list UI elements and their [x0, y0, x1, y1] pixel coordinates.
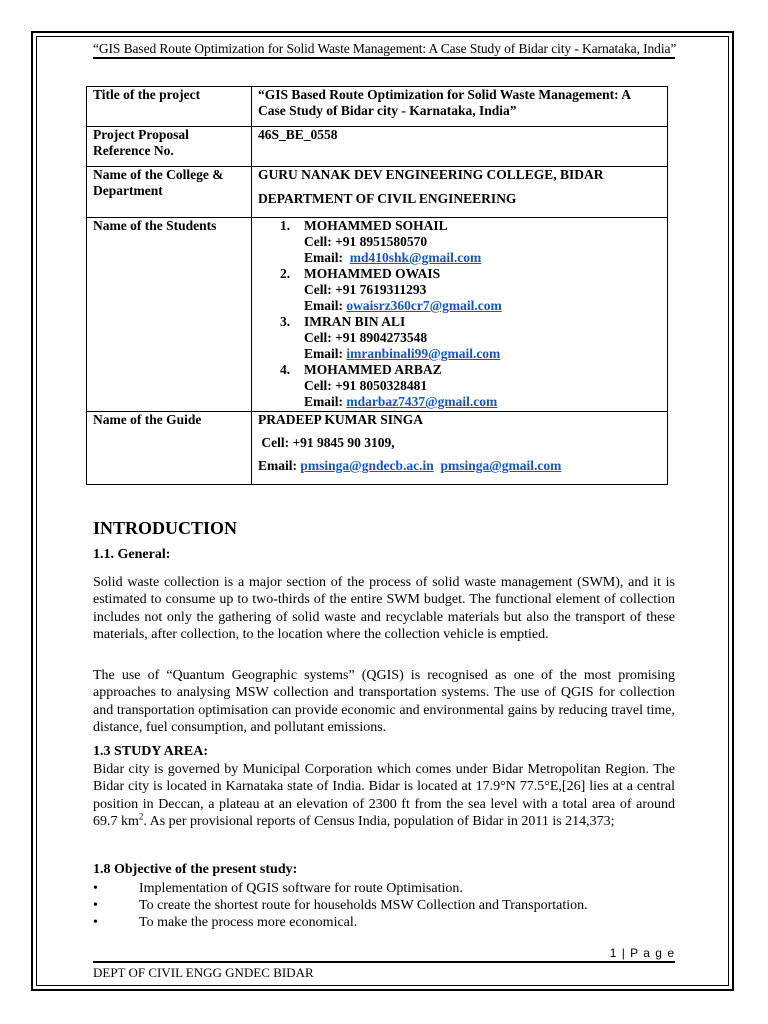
bullet-icon: • — [93, 881, 98, 896]
guide-email-label: Email: — [258, 458, 297, 473]
table-row-college — [87, 167, 668, 218]
student-email-link[interactable]: imranbinali99@gmail.com — [346, 346, 501, 361]
bullet-icon: • — [93, 915, 98, 930]
student-name: MOHAMMED SOHAIL — [304, 218, 448, 233]
guide-value — [252, 412, 668, 485]
college-label — [87, 167, 252, 218]
student-item — [258, 314, 661, 362]
general-heading: 1.1. General: — [93, 547, 171, 562]
list-item — [93, 897, 675, 914]
student-cell: Cell: +91 8951580570 — [304, 234, 428, 249]
running-header: “GIS Based Route Optimization for Solid Waste Management: A Case Study of Bidar city - Karnataka, India” — [93, 41, 677, 56]
title-value — [252, 87, 668, 127]
guide-email-link-2[interactable]: pmsinga@gmail.com — [440, 458, 562, 473]
study-area-text-b: . As per provisional reports of Census India, population of Bidar in 2011 is 214,373; — [143, 813, 615, 829]
student-email-label: Email: — [304, 250, 343, 265]
reference-label-line1: Project Proposal — [93, 127, 189, 142]
title-label: Title of the project — [87, 87, 252, 127]
table-row-students — [87, 218, 668, 412]
page-number: 1 | P a g e — [609, 946, 675, 960]
introduction-heading: INTRODUCTION — [93, 518, 238, 538]
reference-label — [87, 127, 252, 167]
student-item — [258, 266, 661, 314]
student-email-link[interactable]: md410shk@gmail.com — [349, 250, 482, 265]
title-value-line2: Case Study of Bidar city - Karnataka, India” — [258, 103, 517, 118]
superscript-two: 2 — [138, 811, 144, 822]
student-email-label: Email: — [304, 394, 343, 409]
student-name: MOHAMMED ARBAZ — [304, 362, 442, 377]
college-value — [252, 167, 668, 218]
list-item — [93, 880, 675, 897]
guide-name: PRADEEP KUMAR SINGA — [258, 412, 424, 427]
student-email-link[interactable]: owaisrz360cr7@gmail.com — [346, 298, 502, 313]
objective-heading: 1.8 Objective of the present study: — [93, 862, 298, 877]
college-label-line1: Name of the College & — [93, 167, 224, 182]
list-item-text: To make the process more economical. — [139, 915, 358, 930]
header-rule — [93, 57, 675, 59]
paragraph-study-area — [93, 761, 675, 830]
list-item-text: Implementation of QGIS software for route Optimisation. — [139, 881, 463, 896]
reference-label-line2: Reference No. — [93, 143, 174, 158]
table-row-guide — [87, 412, 668, 485]
student-cell: Cell: +91 7619311293 — [304, 282, 427, 297]
title-value-line1: “GIS Based Route Optimization for Solid Waste Management: A — [258, 87, 632, 102]
guide-email — [258, 458, 661, 474]
guide-label: Name of the Guide — [87, 412, 252, 485]
college-name: GURU NANAK DEV ENGINEERING COLLEGE, BIDAR — [258, 167, 604, 182]
list-item-text: To create the shortest route for households MSW Collection and Transportation. — [139, 898, 588, 913]
department-name: DEPARTMENT OF CIVIL ENGINEERING — [258, 191, 517, 206]
paragraph-general: Solid waste collection is a major section of the process of solid waste management (SWM), and it is estimated to consume up to two-thirds of the entire SWM budget. The functional element of collection includes not only the gathering of solid waste and recyclable materials but also the transport of these materials, after collection, to the location where the collection vehicle is emptied. — [93, 575, 675, 642]
student-name: IMRAN BIN ALI — [304, 314, 406, 329]
objective-list — [93, 880, 675, 931]
student-email-label: Email: — [304, 346, 343, 361]
paragraph-qgis: The use of “Quantum Geographic systems” (QGIS) is recognised as one of the most promising approaches to analysing MSW collection and transportation systems. The use of QGIS for collection and transportation optimisation can provide economic and environmental gains by reducing travel time, distance, fuel consumption, and pollutant emissions. — [93, 668, 675, 735]
students-value — [252, 218, 668, 412]
footer-department: DEPT OF CIVIL ENGG GNDEC BIDAR — [93, 965, 314, 980]
college-label-line2: Department — [93, 183, 163, 198]
student-name: MOHAMMED OWAIS — [304, 266, 441, 281]
footer-rule — [93, 961, 675, 963]
student-email-link[interactable]: mdarbaz7437@gmail.com — [346, 394, 498, 409]
student-cell: Cell: +91 8050328481 — [304, 378, 428, 393]
student-cell: Cell: +91 8904273548 — [304, 330, 428, 345]
guide-email-link-1[interactable]: pmsinga@gndecb.ac.in — [300, 458, 434, 473]
student-number: 3. — [280, 314, 291, 329]
study-area-text-a: Bidar city is governed by Municipal Corporation which comes under Bidar Metropolitan Region. The Bidar city is located in Karnataka state of India. Bidar is located at 17.9°N 77.5°E,[26] lies at a central position in Deccan, a plateau at an elevation of 2300 ft from the sea level with a total area of around 69.7 km — [93, 762, 675, 829]
reference-value: 46S_BE_0558 — [252, 127, 668, 167]
students-label: Name of the Students — [87, 218, 252, 412]
table-row-title — [87, 87, 668, 127]
bullet-icon: • — [93, 898, 98, 913]
guide-cell — [258, 435, 661, 451]
student-number: 4. — [280, 362, 291, 377]
students-list — [258, 218, 661, 410]
student-item — [258, 218, 661, 266]
student-number: 1. — [280, 218, 291, 233]
student-number: 2. — [280, 266, 291, 281]
student-email-label: Email: — [304, 298, 343, 313]
student-item — [258, 362, 661, 410]
project-info-table — [86, 86, 668, 485]
list-item — [93, 914, 675, 931]
study-area-heading: 1.3 STUDY AREA: — [93, 744, 208, 759]
guide-cell-text: Cell: +91 9845 90 3109, — [261, 435, 395, 450]
table-row-reference — [87, 127, 668, 167]
